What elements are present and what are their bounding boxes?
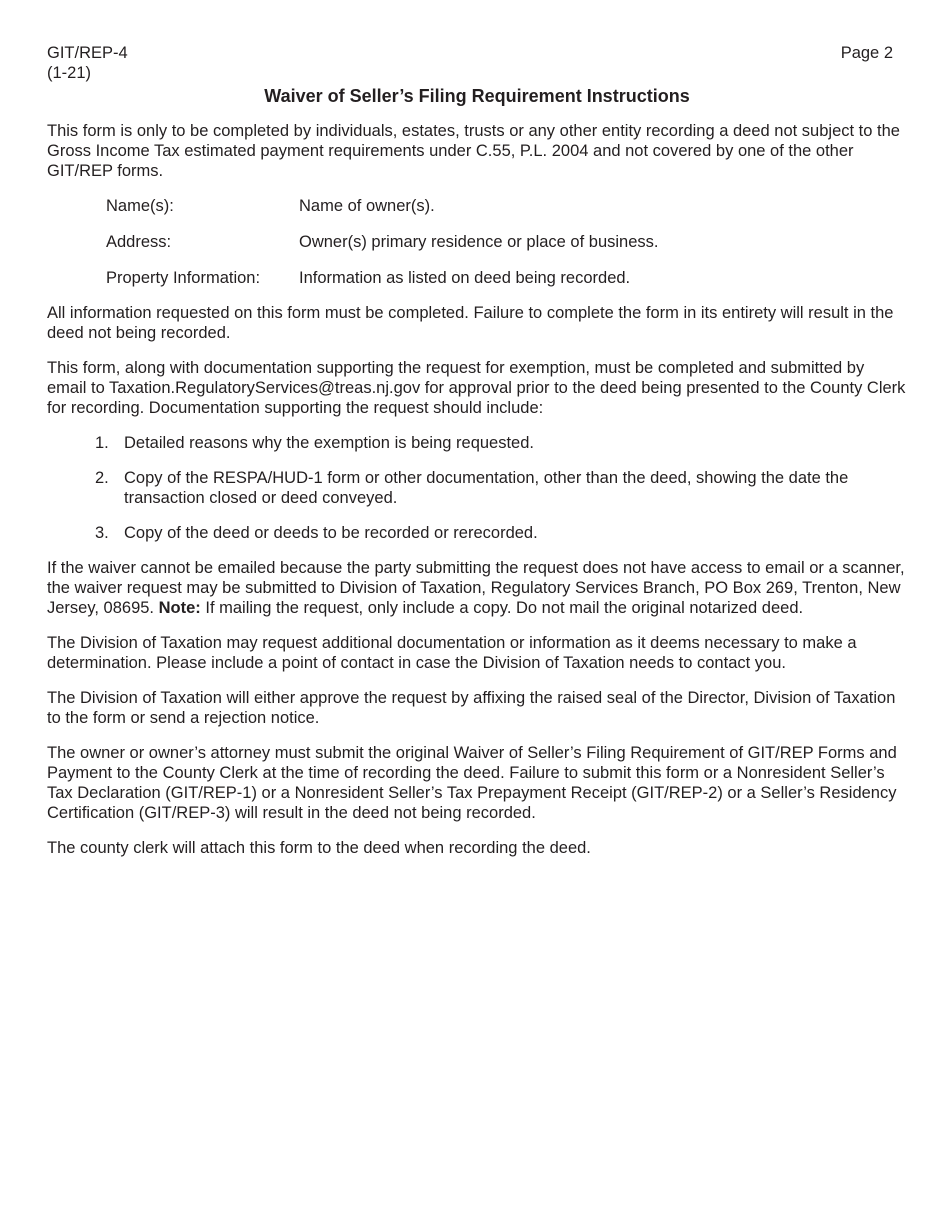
list-item-text: Copy of the deed or deeds to be recorded or rerecorded.: [124, 524, 538, 542]
list-item: [95, 523, 907, 543]
documentation-list: [95, 433, 907, 543]
mailing-text: If the waiver cannot be emailed because the party submitting the request does not have access to email or a scanner, the waiver request may be submitted to Division of Taxation, Regulatory Services Branch, PO Box 269, Trenton, New Jersey, 08695.: [47, 559, 905, 617]
list-item-number: 3.: [95, 524, 109, 542]
note-label: Note:: [158, 599, 201, 617]
form-id: GIT/REP-4: [47, 44, 128, 62]
form-revision: (1-21): [47, 64, 92, 82]
field-row-property: [106, 268, 907, 288]
intro-paragraph: This form is only to be completed by individuals, estates, trusts or any other entity recording a deed not subject to the Gross Income Tax estimated payment requirements under C.55, P.L. 2004 and not covered by one of the other GIT/REP forms.: [47, 122, 900, 180]
field-description: Information as listed on deed being recorded.: [299, 269, 631, 287]
list-item: [95, 468, 907, 508]
owner-submission-paragraph: The owner or owner’s attorney must submit the original Waiver of Seller’s Filing Requirement of GIT/REP Forms and Payment to the County Clerk at the time of recording the deed. Failure to submit this form or a Nonresident Seller’s Tax Declaration (GIT/REP-1) or a Nonresident Seller’s Tax Prepayment Receipt (GIT/REP-2) or a Seller’s Residency Certification (GIT/REP-3) will result in the deed not being recorded.: [47, 744, 897, 822]
document-page: [47, 43, 907, 858]
submission-paragraph: This form, along with documentation supporting the request for exemption, must be completed and submitted by email to Taxation.RegulatoryServices@treas.nj.gov for approval prior to the deed being presented to the County Clerk for recording. Documentation supporting the request should include:: [47, 359, 906, 417]
list-item-text: Detailed reasons why the exemption is being requested.: [124, 434, 534, 452]
page-number: Page 2: [840, 44, 893, 62]
completion-paragraph: All information requested on this form must be completed. Failure to complete the form in its entirety will result in the deed not being recorded.: [47, 304, 894, 342]
list-item: [95, 433, 907, 453]
field-description: Name of owner(s).: [299, 197, 435, 215]
page-title: Waiver of Seller’s Filing Requirement Instructions: [264, 86, 690, 106]
list-item-number: 2.: [95, 469, 109, 487]
field-definitions: [106, 196, 907, 288]
note-text: If mailing the request, only include a copy. Do not mail the original notarized deed.: [205, 599, 804, 617]
mailing-paragraph: [47, 558, 907, 618]
field-label: Property Information:: [106, 269, 261, 287]
field-label: Address:: [106, 233, 172, 251]
field-row-names: [106, 196, 907, 216]
field-label: Name(s):: [106, 197, 174, 215]
additional-docs-paragraph: The Division of Taxation may request additional documentation or information as it deems necessary to make a determination. Please include a point of contact in case the Division of Taxation needs to contact you.: [47, 634, 857, 672]
approval-paragraph: The Division of Taxation will either approve the request by affixing the raised seal of the Director, Division of Taxation to the form or send a rejection notice.: [47, 689, 896, 727]
page-header: [47, 43, 907, 63]
county-clerk-paragraph: The county clerk will attach this form to the deed when recording the deed.: [47, 839, 591, 857]
field-row-address: [106, 232, 907, 252]
list-item-text: Copy of the RESPA/HUD-1 form or other documentation, other than the deed, showing the date the transaction closed or deed conveyed.: [124, 469, 849, 507]
list-item-number: 1.: [95, 434, 109, 452]
field-description: Owner(s) primary residence or place of business.: [299, 233, 659, 251]
